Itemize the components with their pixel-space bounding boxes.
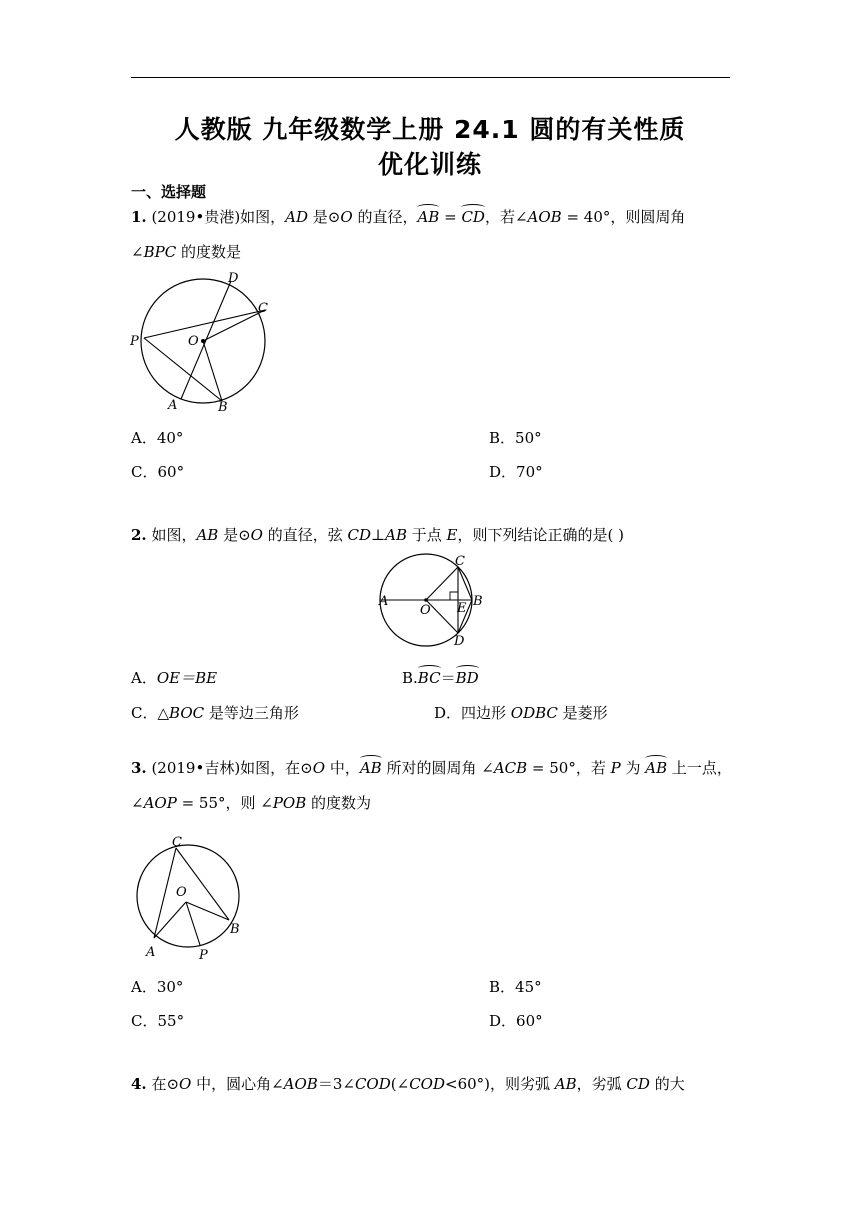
arc-ab: AB (417, 208, 440, 226)
q3-option-b[interactable]: B．45° (489, 978, 542, 996)
question-3-text: 3. (2019•吉林)如图，在⊙O 中，AB 所对的圆周角 ∠ACB = 50°，若 P 为 AB 上一点， (131, 759, 732, 777)
page-title: 人教版 九年级数学上册 24.1 圆的有关性质 (174, 115, 686, 144)
figure-2-circle-diagram (370, 552, 500, 652)
q2-option-c[interactable]: C．△BOC 是等边三角形 (131, 704, 299, 722)
figure-3-circle-diagram (128, 832, 253, 964)
question-number: 2. (131, 526, 147, 544)
label-d: D (454, 634, 465, 649)
label-d: D (228, 271, 239, 286)
q1-option-b[interactable]: B．50° (489, 429, 542, 447)
question-4-text: 4. 在⊙O 中，圆心角∠AOB＝3∠COD(∠COD<60°)，则劣弧 AB，劣弧 CD 的大 (131, 1075, 685, 1093)
arc-cd: CD (461, 208, 485, 226)
label-a: A (146, 945, 156, 960)
label-e: E (457, 601, 467, 616)
header-rule (131, 77, 730, 78)
q2-option-d[interactable]: D．四边形 ODBC 是菱形 (434, 704, 608, 722)
question-1-text-line2: ∠BPC 的度数是 (131, 243, 241, 261)
question-1-text: 1. (2019•贵港)如图，AD 是⊙O 的直径，AB = CD，若∠AOB = 40°，则圆周角 (131, 208, 686, 226)
label-a: A (379, 594, 389, 609)
label-c: C (455, 554, 465, 569)
q3-option-c[interactable]: C．55° (131, 1012, 185, 1030)
q1-option-c[interactable]: C．60° (131, 463, 185, 481)
question-number: 3. (131, 759, 147, 777)
label-b: B (218, 400, 228, 415)
label-p: P (199, 948, 208, 963)
label-c: C (258, 301, 268, 316)
q2-option-b[interactable]: B.BC＝BD (402, 669, 479, 687)
question-2-text: 2. 如图，AB 是⊙O 的直径，弦 CD⊥AB 于点 E，则下列结论正确的是( ) (131, 526, 624, 544)
label-c: C (172, 835, 182, 850)
figure-1-circle-diagram (125, 268, 275, 418)
label-b: B (473, 594, 483, 609)
q2-option-a[interactable]: A．OE＝BE (131, 669, 218, 687)
label-b: B (230, 922, 240, 937)
label-o: O (188, 334, 199, 349)
q3-option-a[interactable]: A．30° (131, 978, 184, 996)
label-a: A (168, 398, 178, 413)
question-3-text-line2: ∠AOP = 55°，则 ∠POB 的度数为 (131, 794, 372, 812)
q1-option-a[interactable]: A．40° (131, 429, 184, 447)
question-number: 1. (131, 208, 147, 226)
page-subtitle: 优化训练 (377, 150, 482, 179)
q1-option-d[interactable]: D．70° (489, 463, 543, 481)
section-heading: 一、选择题 (131, 183, 207, 201)
question-number: 4. (131, 1075, 147, 1093)
label-p: P (130, 334, 139, 349)
label-o: O (420, 603, 431, 618)
q3-option-d[interactable]: D．60° (489, 1012, 543, 1030)
label-o: O (176, 885, 187, 900)
